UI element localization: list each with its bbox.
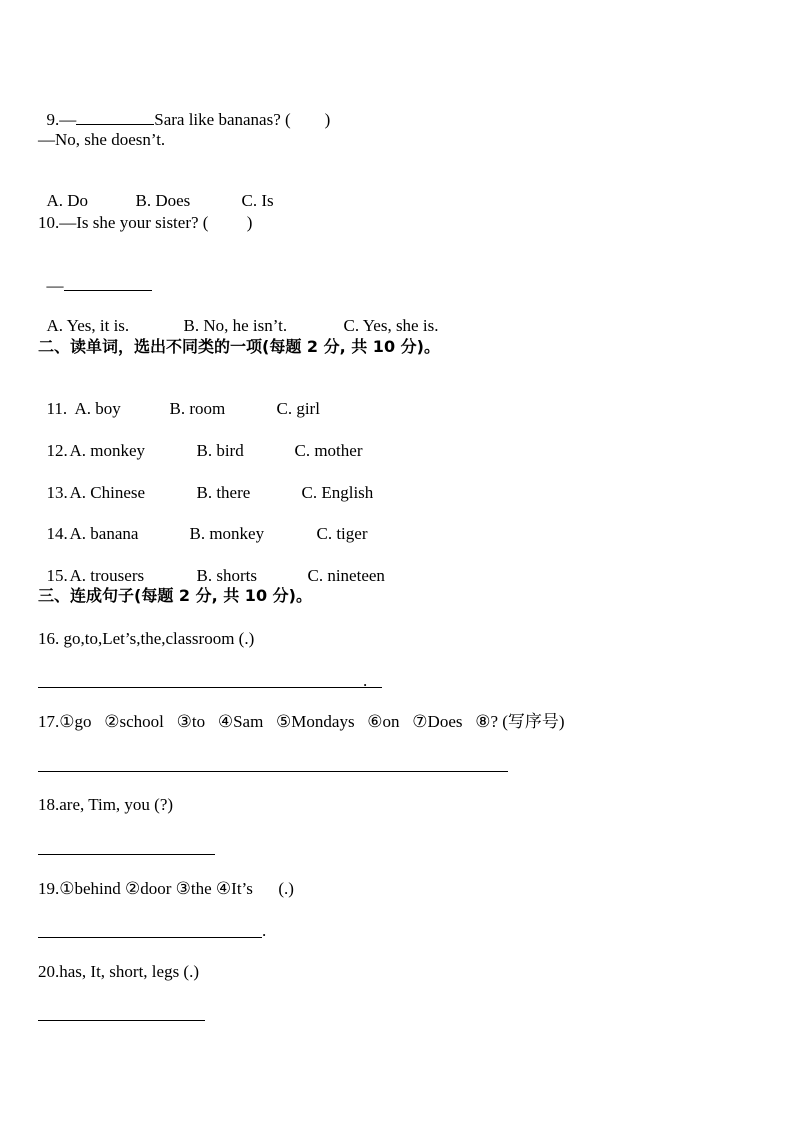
option-a: A. banana — [69, 524, 139, 543]
question-10-reply — [38, 254, 152, 296]
question-number: 14. — [46, 524, 68, 543]
question-12 — [38, 421, 363, 461]
option-b: B. monkey — [189, 524, 265, 543]
option-a: A. boy — [74, 399, 121, 418]
option-b: B. shorts — [196, 566, 257, 585]
answer-line[interactable] — [38, 771, 508, 772]
answer-line[interactable] — [38, 854, 215, 855]
question-10-reply-prefix: — — [46, 276, 64, 295]
question-16: 16. go,to,Let’s,the,classroom (.) — [38, 629, 255, 648]
option-b: B. Does — [135, 191, 191, 210]
question-17: 17.①go ②school ③to ④Sam ⑤Mondays ⑥on ⑦Does ⑧? (写序号) — [38, 712, 565, 731]
answer-line[interactable] — [38, 937, 262, 938]
question-9-reply: —No, she doesn’t. — [38, 130, 166, 149]
section-3-heading: 三、连成句子(每题 2 分, 共 10 分)。 — [38, 586, 312, 605]
question-18: 18.are, Tim, you (?) — [38, 795, 174, 814]
option-c: C. Yes, she is. — [343, 316, 439, 335]
question-15 — [38, 546, 385, 586]
option-c: C. Is — [241, 191, 274, 210]
answer-blank[interactable] — [64, 274, 152, 291]
option-a: A. Do — [46, 191, 89, 210]
question-9-prefix: 9.— — [46, 110, 77, 129]
option-c: C. tiger — [316, 524, 368, 543]
option-a: A. trousers — [69, 566, 145, 585]
question-9-stem — [38, 88, 330, 130]
question-number: 15. — [46, 566, 68, 585]
option-b: B. bird — [196, 441, 244, 460]
option-a: A. Chinese — [69, 483, 146, 502]
answer-line[interactable] — [38, 1020, 205, 1021]
option-c: C. girl — [276, 399, 320, 418]
question-14 — [38, 504, 368, 544]
question-13 — [38, 463, 373, 503]
option-c: C. English — [301, 483, 374, 502]
question-9-text: Sara like bananas? ( ) — [154, 110, 331, 129]
option-c: C. mother — [294, 441, 363, 460]
section-2-heading: 二、读单词，选出不同类的一项(每题 2 分, 共 10 分)。 — [38, 337, 440, 356]
question-number: 13. — [46, 483, 68, 502]
question-10-options — [38, 296, 438, 336]
option-a: A. monkey — [69, 441, 146, 460]
question-11 — [38, 379, 320, 419]
question-19-period: . — [262, 921, 267, 940]
option-c: C. nineteen — [307, 566, 385, 585]
option-b: B. there — [196, 483, 251, 502]
question-number: 11. — [46, 399, 72, 418]
question-9-options — [38, 171, 274, 211]
question-16-period: . — [363, 671, 368, 690]
question-number: 12. — [46, 441, 68, 460]
option-a: A. Yes, it is. — [46, 316, 130, 335]
option-b: B. No, he isn’t. — [183, 316, 288, 335]
question-10-stem: 10.—Is she your sister? ( ) — [38, 213, 253, 232]
question-20: 20.has, It, short, legs (.) — [38, 962, 200, 981]
option-b: B. room — [169, 399, 226, 418]
answer-blank[interactable] — [76, 108, 154, 125]
answer-line[interactable] — [38, 687, 382, 688]
question-19: 19.①behind ②door ③the ④It’s (.) — [38, 879, 294, 898]
